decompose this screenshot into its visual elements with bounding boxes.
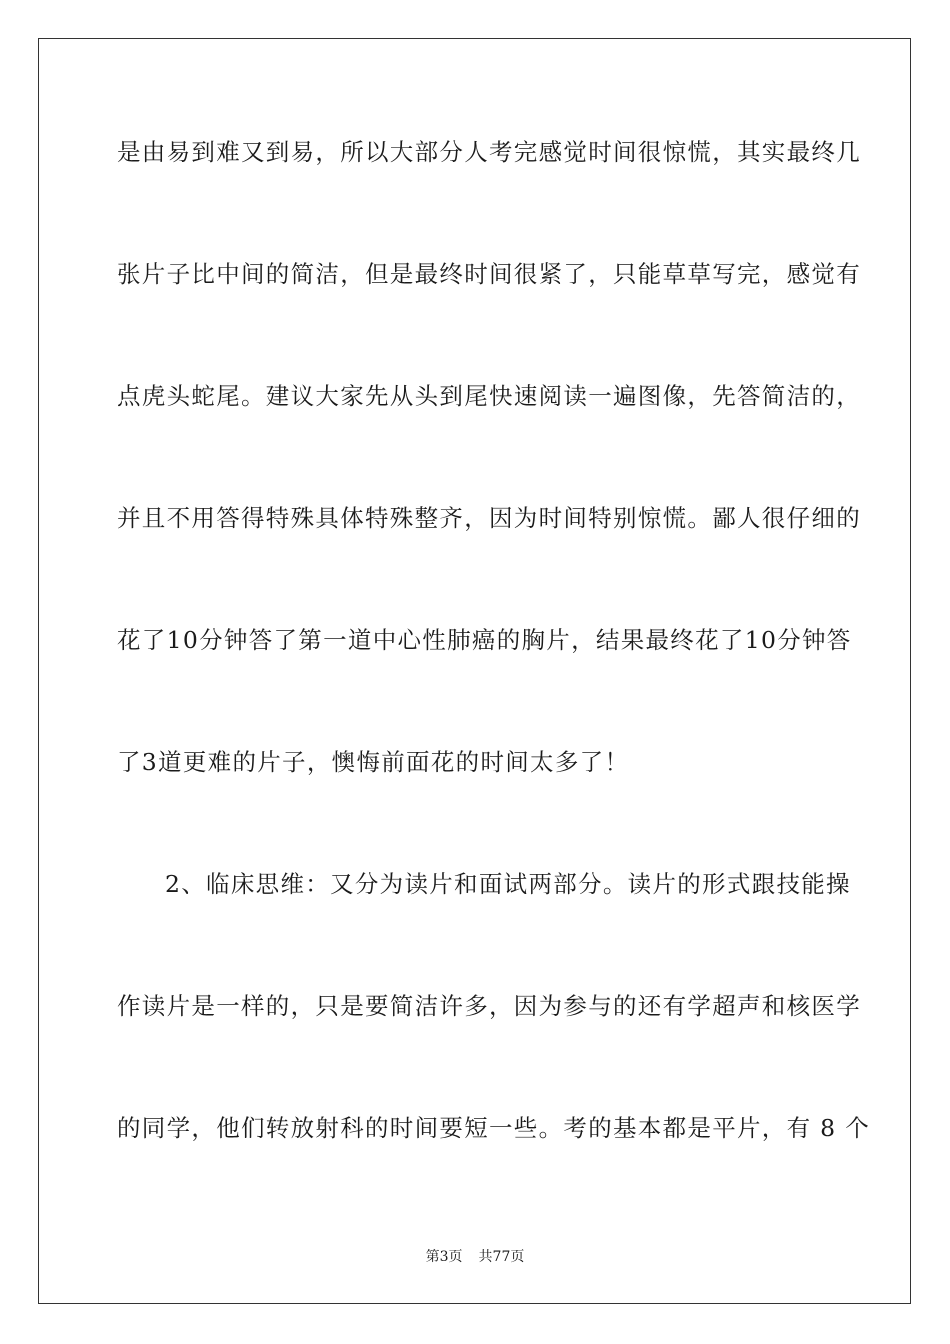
body-line-6: 了3道更难的片子，懊悔前面花的时间太多了！ bbox=[117, 748, 630, 776]
body-line-9: 的同学，他们转放射科的时间要短一些。考的基本都是平片，有 8 个 bbox=[117, 1114, 870, 1142]
total-pages: 共77页 bbox=[478, 1249, 525, 1265]
body-line-2: 张片子比中间的简洁，但是最终时间很紧了，只能草草写完，感觉有 bbox=[117, 260, 861, 288]
page-footer bbox=[0, 1247, 950, 1267]
body-line-8: 作读片是一样的，只是要简洁许多，因为参与的还有学超声和核医学 bbox=[117, 992, 861, 1020]
body-line-4: 并且不用答得特殊具体特殊整齐，因为时间特别惊慌。鄙人很仔细的 bbox=[117, 504, 861, 532]
page-number: 第3页 bbox=[425, 1249, 463, 1265]
body-line-5: 花了10分钟答了第一道中心性肺癌的胸片，结果最终花了10分钟答 bbox=[117, 626, 852, 654]
body-line-1: 是由易到难又到易，所以大部分人考完感觉时间很惊慌，其实最终几 bbox=[117, 138, 861, 166]
body-line-7: 2、临床思维：又分为读片和面试两部分。读片的形式跟技能操 bbox=[165, 870, 851, 898]
body-line-3: 点虎头蛇尾。建议大家先从头到尾快速阅读一遍图像，先答简洁的， bbox=[117, 382, 861, 410]
